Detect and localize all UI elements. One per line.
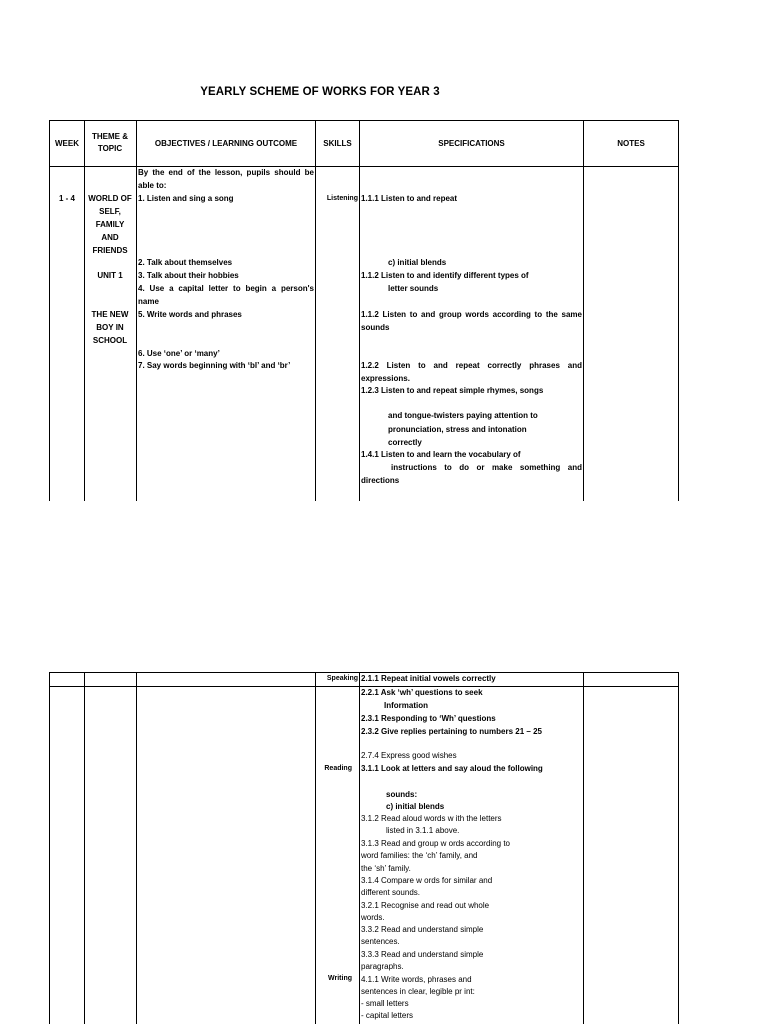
spec-item: different sounds. xyxy=(361,888,421,897)
theme-line: WORLD OF xyxy=(88,194,132,203)
column-border xyxy=(359,120,360,501)
spec-item: correctly xyxy=(388,438,422,447)
column-border xyxy=(583,672,584,1024)
spec-item: 3.1.1 Look at letters and say aloud the following xyxy=(361,764,543,773)
spec-item: sentences. xyxy=(361,937,400,946)
spec-item: instructions to do or make something and directions xyxy=(361,463,582,485)
skill-listening: Listening xyxy=(326,195,358,202)
objective-item: 4. Use a capital letter to begin a person's name xyxy=(138,284,314,306)
objective-item: 2. Talk about themselves xyxy=(138,258,233,267)
objective-item: 1. Listen and sing a song xyxy=(138,194,234,203)
header-topic-line: TOPIC xyxy=(97,144,123,153)
objective-item: 5. Write words and phrases xyxy=(138,310,242,319)
column-border xyxy=(678,120,679,501)
spec-item: the ‘sh’ family. xyxy=(361,864,411,873)
header-theme xyxy=(84,131,136,155)
skill-speaking: Speaking xyxy=(326,675,358,682)
objective-item: 7. Say words beginning with ‘bl’ and ‘br’ xyxy=(138,361,291,370)
spec-item: 2.3.1 Responding to ‘Wh’ questions xyxy=(361,714,496,723)
topic-line: SCHOOL xyxy=(92,336,128,345)
theme-line: AND xyxy=(101,233,119,242)
spec-item: 3.3.3 Read and understand simple xyxy=(361,950,484,959)
header-notes: NOTES xyxy=(617,139,645,148)
spec-item: 3.1.2 Read aloud words w ith the letters xyxy=(361,814,502,823)
header-week: WEEK xyxy=(55,139,79,148)
column-border xyxy=(315,120,316,501)
column-border xyxy=(315,672,316,1024)
week-range: 1 - 4 xyxy=(58,194,75,203)
spec-item: 1.1.1 Listen to and repeat xyxy=(361,194,458,203)
column-border xyxy=(678,672,679,1024)
spec-item: paragraphs. xyxy=(361,962,404,971)
objectives-intro: By the end of the lesson, pupils should be able to: xyxy=(138,168,314,190)
spec-item: words. xyxy=(361,913,385,922)
spec-item: 1.1.2 Listen to and group words according to the same sounds xyxy=(361,310,582,332)
column-border xyxy=(136,120,137,501)
objective-item: 6. Use ‘one’ or ‘many’ xyxy=(138,349,220,358)
spec-item: c) initial blends xyxy=(386,802,445,811)
column-border xyxy=(583,120,584,501)
spec-item: sounds: xyxy=(386,790,418,799)
spec-item: pronunciation, stress and intonation xyxy=(388,425,527,434)
spec-item: 3.3.2 Read and understand simple xyxy=(361,925,484,934)
theme-line: FRIENDS xyxy=(92,246,128,255)
spec-item: - small letters xyxy=(361,999,409,1008)
skill-writing: Writing xyxy=(328,975,352,982)
spec-item: 1.2.3 Listen to and repeat simple rhymes, songs xyxy=(361,386,544,395)
unit-label: UNIT 1 xyxy=(97,271,123,280)
topic-line: THE NEW xyxy=(91,310,129,319)
column-border xyxy=(49,672,50,1024)
spec-item: 1.4.1 Listen to and learn the vocabulary of xyxy=(361,450,521,459)
spec-item: 2.7.4 Express good wishes xyxy=(361,751,457,760)
objective-item: 3. Talk about their hobbies xyxy=(138,271,239,280)
column-border xyxy=(84,672,85,1024)
header-specifications: SPECIFICATIONS xyxy=(438,139,505,148)
spec-item: 2.1.1 Repeat initial vowels correctly xyxy=(361,674,496,683)
spec-item: and tongue-twisters paying attention to xyxy=(388,411,538,420)
spec-item: 1.2.2 Listen to and repeat correctly phrases and expressions. xyxy=(361,361,582,383)
spec-item: listed in 3.1.1 above. xyxy=(386,826,460,835)
spec-item: 3.2.1 Recognise and read out whole xyxy=(361,901,490,910)
document-title: YEARLY SCHEME OF WORKS FOR YEAR 3 xyxy=(200,86,440,98)
spec-item: word families: the ‘ch’ family, and xyxy=(361,851,478,860)
spec-item: Information xyxy=(384,701,428,710)
spec-item: 1.1.2 Listen to and identify different types of xyxy=(361,271,529,280)
header-objectives: OBJECTIVES / LEARNING OUTCOME xyxy=(154,139,298,148)
spec-item: 4.1.1 Write words, phrases and xyxy=(361,975,472,984)
header-theme-line: THEME & xyxy=(92,132,128,141)
spec-item: sentences in clear, legible pr int: xyxy=(361,987,475,996)
spec-item: - capital letters xyxy=(361,1011,414,1020)
spec-item: 3.1.3 Read and group w ords according to xyxy=(361,839,510,848)
header-skills: SKILLS xyxy=(323,139,352,148)
column-border xyxy=(359,672,360,1024)
spec-item: 3.1.4 Compare w ords for similar and xyxy=(361,876,493,885)
spec-item: c) initial blends xyxy=(388,258,447,267)
column-border xyxy=(49,120,50,501)
spec-item: 2.3.2 Give replies pertaining to numbers 21 – 25 xyxy=(361,727,542,736)
spec-item: 2.2.1 Ask ‘wh’ questions to seek xyxy=(361,688,483,697)
table-top-border xyxy=(49,120,679,121)
column-border xyxy=(136,672,137,1024)
theme-line: SELF, xyxy=(99,207,121,216)
topic-line: BOY IN xyxy=(96,323,124,332)
theme-line: FAMILY xyxy=(95,220,125,229)
skill-reading: Reading xyxy=(324,765,352,772)
spec-item: letter sounds xyxy=(388,284,439,293)
